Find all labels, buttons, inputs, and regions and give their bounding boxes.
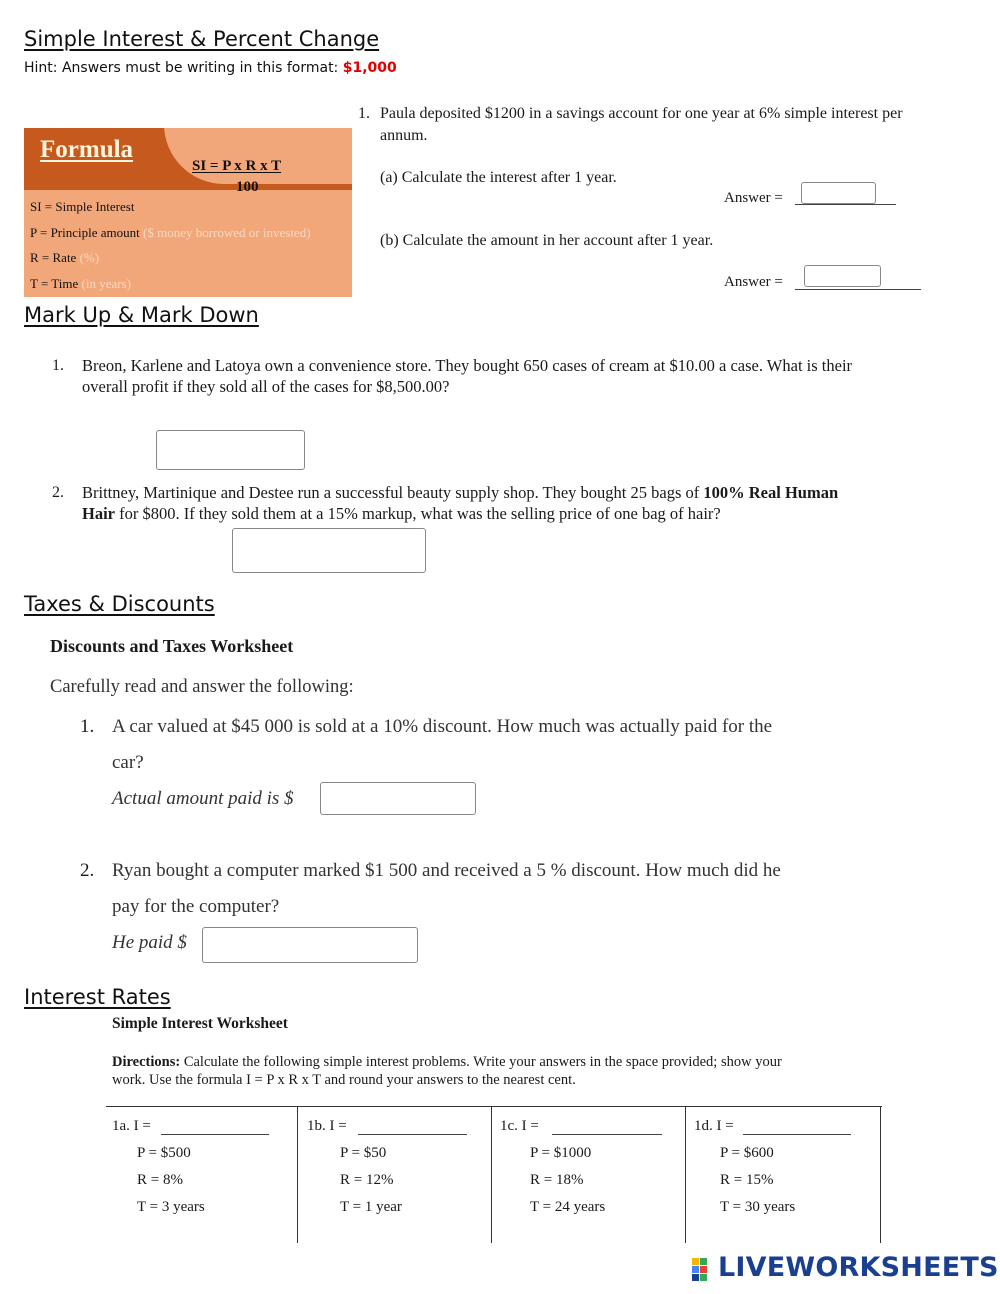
taxes-instructions: Carefully read and answer the following: (50, 677, 354, 697)
taxes-q1-number: 1. (80, 716, 95, 737)
problem-1d-label: 1d. I = (694, 1118, 734, 1134)
taxes-q2-answer-label: He paid $ (112, 932, 187, 953)
problem-1a-time: T = 3 years (137, 1199, 205, 1215)
problem-1a-label: 1a. I = (112, 1118, 151, 1134)
problem-1b-rate: R = 12% (340, 1172, 394, 1188)
formula-def-p: P = Principle amount ($ money borrowed or invested) (30, 225, 311, 240)
si-answer-a-label: Answer = (724, 190, 783, 206)
taxes-q2-line2: pay for the computer? (112, 896, 280, 917)
problem-1a-rate: R = 8% (137, 1172, 183, 1188)
markup-q2-number: 2. (52, 484, 64, 501)
problem-1d-answer-line[interactable] (743, 1134, 851, 1135)
formula-title: Formula (40, 136, 134, 163)
format-hint (24, 60, 397, 76)
si-question-line1: Paula deposited $1200 in a savings account for one year at 6% simple interest per (380, 105, 903, 122)
problem-1b-answer-line[interactable] (358, 1134, 467, 1135)
liveworksheets-logo: LIVEWORKSHEETS (718, 1252, 999, 1283)
problem-1c-answer-line[interactable] (552, 1134, 662, 1135)
formula-def-t: T = Time (in years) (30, 276, 131, 291)
taxes-q1-answer-input[interactable] (320, 782, 476, 815)
problem-1a-answer-line[interactable] (161, 1134, 269, 1135)
taxes-heading: Taxes & Discounts (24, 592, 215, 616)
markup-q2-line1: Brittney, Martinique and Destee run a successful beauty supply shop. They bought 25 bags of 100% Real Human (82, 483, 839, 502)
problem-1b-time: T = 1 year (340, 1199, 402, 1215)
interest-worksheet-title: Simple Interest Worksheet (112, 1015, 288, 1032)
problem-1d-rate: R = 15% (720, 1172, 774, 1188)
problem-1c-principal: P = $1000 (530, 1145, 592, 1161)
taxes-q1-line1: A car valued at $45 000 is sold at a 10% discount. How much was actually paid for the (112, 716, 773, 737)
interest-heading: Interest Rates (24, 985, 171, 1009)
problem-1b-principal: P = $50 (340, 1145, 387, 1161)
problem-1c-label: 1c. I = (500, 1118, 539, 1134)
taxes-worksheet-title: Discounts and Taxes Worksheet (50, 636, 294, 656)
formula-card (24, 128, 352, 297)
problem-1c-rate: R = 18% (530, 1172, 584, 1188)
markup-q1-answer-input[interactable] (156, 430, 305, 470)
problem-1c-time: T = 24 years (530, 1199, 606, 1215)
markup-q1-line2: overall profit if they sold all of the cases for $8,500.00? (82, 377, 450, 396)
si-question-number: 1. (358, 105, 370, 122)
taxes-q2-line1: Ryan bought a computer marked $1 500 and received a 5 % discount. How much did he (112, 860, 781, 881)
markup-q2-answer-input[interactable] (232, 528, 426, 573)
si-part-a: (a) Calculate the interest after 1 year. (380, 169, 617, 186)
taxes-q2-answer-input[interactable] (202, 927, 418, 963)
si-answer-b-label: Answer = (724, 274, 783, 290)
si-answer-a-input[interactable] (801, 182, 876, 204)
interest-directions-line1: Directions: Calculate the following simple interest problems. Write your answers in the space provided; show your (112, 1054, 782, 1070)
interest-problems-table (106, 1106, 882, 1242)
page-title: Simple Interest & Percent Change (24, 27, 380, 51)
problem-1b-label: 1b. I = (307, 1118, 347, 1134)
problem-1d-time: T = 30 years (720, 1199, 796, 1215)
taxes-q2-number: 2. (80, 860, 95, 881)
markup-q1-line1: Breon, Karlene and Latoya own a convenience store. They bought 650 cases of cream at $10.00 a case. What is their (82, 356, 853, 375)
liveworksheets-logo-icon (692, 1258, 716, 1282)
problem-1d-principal: P = $600 (720, 1145, 774, 1161)
markup-heading: Mark Up & Mark Down (24, 303, 259, 327)
hint-text: Hint: Answers must be writing in this format: (24, 60, 343, 76)
hint-example: $1,000 (342, 60, 397, 76)
interest-directions-line2: work. Use the formula I = P x R x T and round your answers to the nearest cent. (112, 1072, 576, 1088)
si-answer-b-input[interactable] (804, 265, 881, 287)
markup-q1-number: 1. (52, 357, 64, 374)
si-part-b: (b) Calculate the amount in her account after 1 year. (380, 232, 714, 249)
markup-q2-line2: Hair for $800. If they sold them at a 15% markup, what was the selling price of one bag of hair? (82, 504, 721, 523)
formula-def-si: SI = Simple Interest (30, 199, 135, 214)
formula-equation: SI = P x R x T (192, 158, 282, 174)
si-question-line2: annum. (380, 127, 428, 144)
taxes-q1-line2: car? (112, 752, 144, 773)
formula-denominator: 100 (236, 179, 259, 195)
taxes-q1-answer-label: Actual amount paid is $ (112, 788, 294, 809)
problem-1a-principal: P = $500 (137, 1145, 191, 1161)
formula-def-r: R = Rate (%) (30, 250, 100, 265)
